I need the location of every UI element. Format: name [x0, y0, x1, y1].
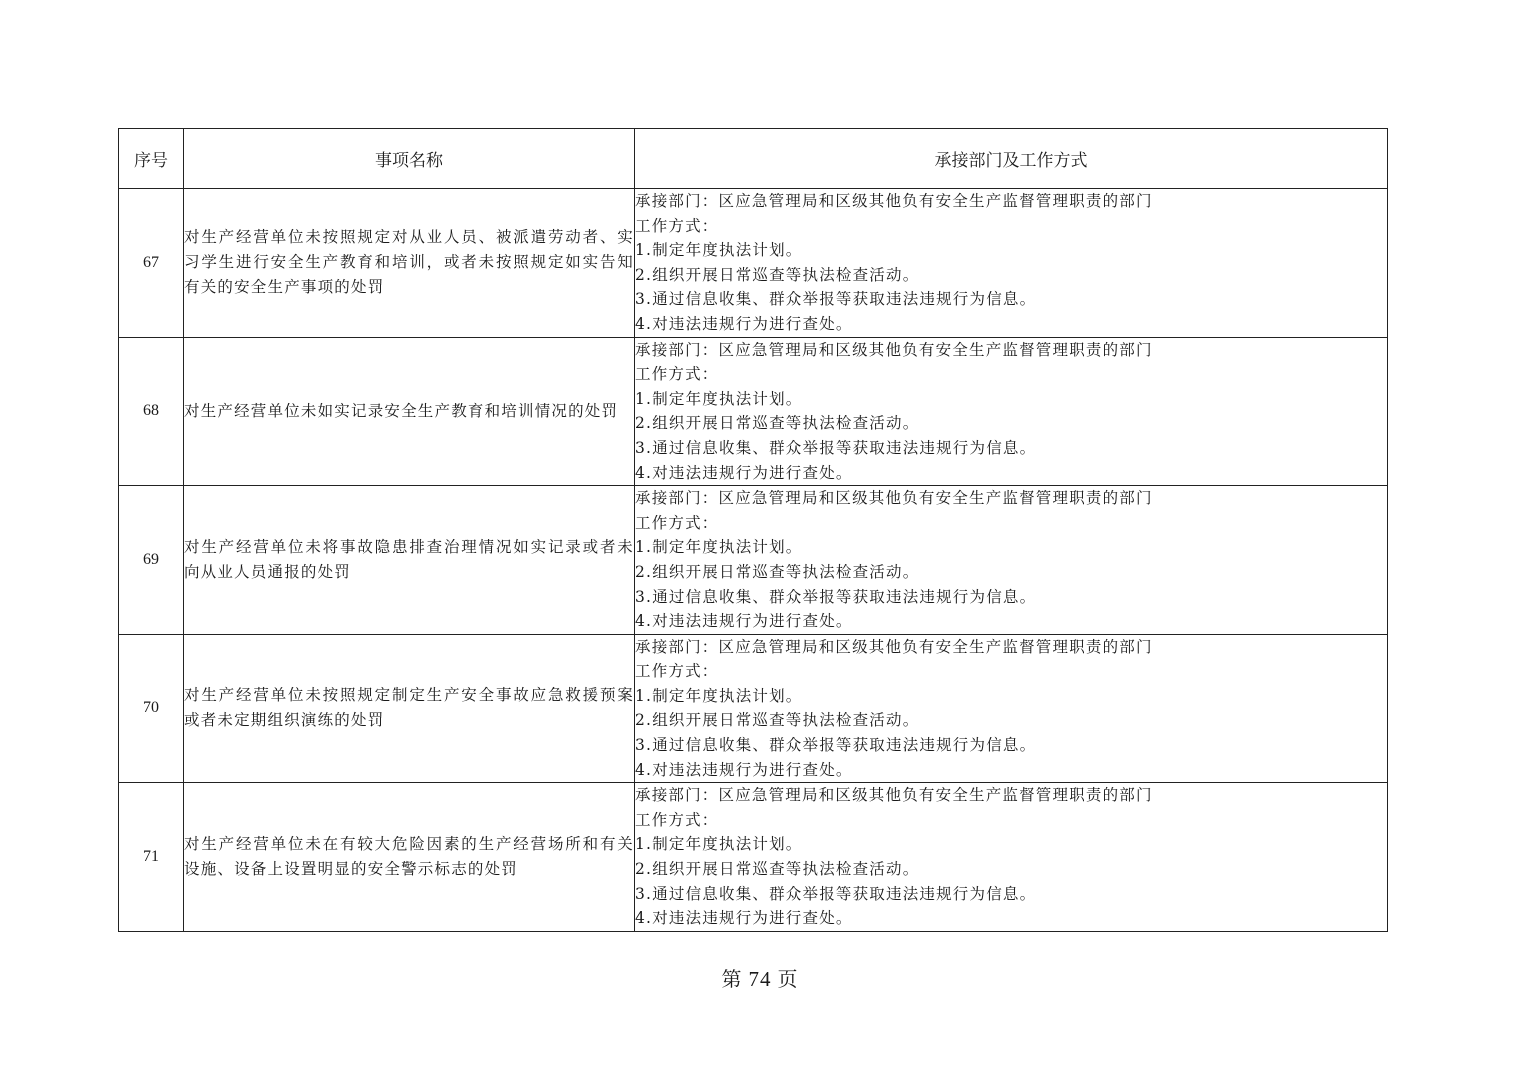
- row-index: 69: [119, 486, 184, 635]
- dept-line: 1.制定年度执法计划。: [635, 389, 803, 408]
- dept-line: 工作方式：: [635, 216, 719, 235]
- table-row: [119, 189, 1388, 338]
- dept-line: 工作方式：: [635, 810, 719, 829]
- dept-line: 2.组织开展日常巡查等执法检查活动。: [635, 562, 920, 581]
- table-row: [119, 634, 1388, 783]
- dept-and-method: [635, 634, 1388, 783]
- dept-line: 3.通过信息收集、群众举报等获取违法违规行为信息。: [635, 438, 1037, 457]
- item-name: 对生产经营单位未将事故隐患排查治理情况如实记录或者未向从业人员通报的处罚: [184, 486, 635, 635]
- dept-line: 承接部门：区应急管理局和区级其他负有安全生产监督管理职责的部门: [635, 786, 1153, 805]
- row-index: 70: [119, 634, 184, 783]
- item-name: 对生产经营单位未按照规定对从业人员、被派遣劳动者、实习学生进行安全生产教育和培训，或者未按照规定如实告知有关的安全生产事项的处罚: [184, 189, 635, 338]
- table-body: [119, 189, 1388, 932]
- table-row: [119, 337, 1388, 486]
- dept-line: 3.通过信息收集、群众举报等获取违法违规行为信息。: [635, 587, 1037, 606]
- row-index: 68: [119, 337, 184, 486]
- dept-and-method: [635, 486, 1388, 635]
- item-name: 对生产经营单位未在有较大危险因素的生产经营场所和有关设施、设备上设置明显的安全警示标志的处罚: [184, 783, 635, 932]
- footer-prefix: 第: [721, 967, 743, 991]
- dept-line: 4.对违法违规行为进行查处。: [635, 314, 853, 333]
- page-footer: [0, 963, 1520, 992]
- row-index: 67: [119, 189, 184, 338]
- item-name: 对生产经营单位未如实记录安全生产教育和培训情况的处罚: [184, 337, 635, 486]
- dept-line: 承接部门：区应急管理局和区级其他负有安全生产监督管理职责的部门: [635, 340, 1153, 359]
- dept-line: 4.对违法违规行为进行查处。: [635, 760, 853, 779]
- dept-and-method: [635, 189, 1388, 338]
- header-name: 事项名称: [184, 129, 635, 189]
- dept-and-method: [635, 783, 1388, 932]
- dept-line: 2.组织开展日常巡查等执法检查活动。: [635, 265, 920, 284]
- dept-line: 4.对违法违规行为进行查处。: [635, 612, 853, 631]
- header-index: 序号: [119, 129, 184, 189]
- dept-line: 1.制定年度执法计划。: [635, 686, 803, 705]
- dept-line: 2.组织开展日常巡查等执法检查活动。: [635, 414, 920, 433]
- dept-line: 3.通过信息收集、群众举报等获取违法违规行为信息。: [635, 736, 1037, 755]
- footer-suffix: 页: [777, 967, 799, 991]
- table-header-row: [119, 129, 1388, 189]
- dept-line: 承接部门：区应急管理局和区级其他负有安全生产监督管理职责的部门: [635, 637, 1153, 656]
- dept-line: 3.通过信息收集、群众举报等获取违法违规行为信息。: [635, 290, 1037, 309]
- dept-line: 工作方式：: [635, 513, 719, 532]
- dept-line: 1.制定年度执法计划。: [635, 241, 803, 260]
- dept-line: 4.对违法违规行为进行查处。: [635, 463, 853, 482]
- dept-line: 2.组织开展日常巡查等执法检查活动。: [635, 860, 920, 879]
- row-index: 71: [119, 783, 184, 932]
- dept-line: 工作方式：: [635, 365, 719, 384]
- table-row: [119, 486, 1388, 635]
- dept-line: 工作方式：: [635, 662, 719, 681]
- items-table: [118, 128, 1388, 932]
- dept-line: 4.对违法违规行为进行查处。: [635, 909, 853, 928]
- dept-line: 1.制定年度执法计划。: [635, 538, 803, 557]
- dept-line: 2.组织开展日常巡查等执法检查活动。: [635, 711, 920, 730]
- header-dept: 承接部门及工作方式: [635, 129, 1388, 189]
- item-name: 对生产经营单位未按照规定制定生产安全事故应急救援预案或者未定期组织演练的处罚: [184, 634, 635, 783]
- dept-line: 1.制定年度执法计划。: [635, 835, 803, 854]
- dept-line: 3.通过信息收集、群众举报等获取违法违规行为信息。: [635, 884, 1037, 903]
- dept-line: 承接部门：区应急管理局和区级其他负有安全生产监督管理职责的部门: [635, 489, 1153, 508]
- dept-and-method: [635, 337, 1388, 486]
- page-number: 74: [748, 967, 772, 991]
- table-row: [119, 783, 1388, 932]
- dept-line: 承接部门：区应急管理局和区级其他负有安全生产监督管理职责的部门: [635, 192, 1153, 210]
